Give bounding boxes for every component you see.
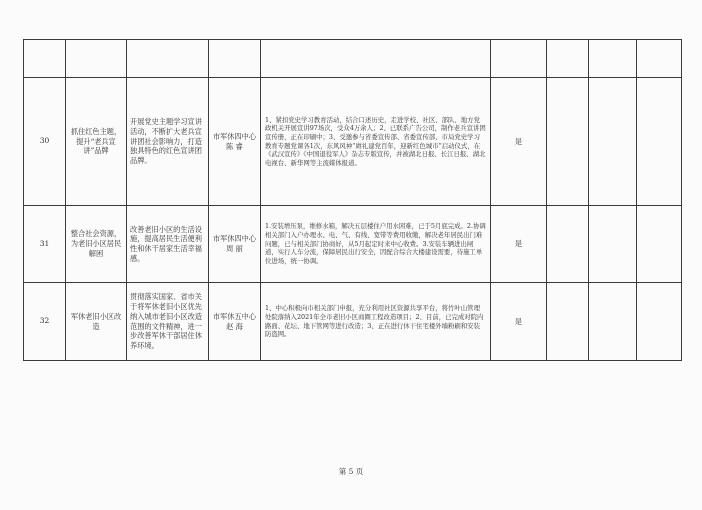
progress-text: 1、中心积极向市相关部门申报，充分利用社区资源共享平台，将竹叶山管理处院落纳入2021年全市老旧小区商圈工程改造项目；2、目前，已完成对院内路面、花坛、地下管网等进行改造；3、正在进行休干住宅楼外墙粉刷和安装防盗网。 bbox=[261, 283, 491, 361]
task-goal: 开展党史主题学习宣讲活动，不断扩大老兵宣讲团社会影响力，打造独具特色的红色宣讲团品牌。 bbox=[127, 78, 209, 206]
work-progress-table bbox=[23, 39, 682, 361]
table-cell bbox=[261, 40, 491, 78]
responsible-unit bbox=[209, 78, 261, 206]
responsible-person: 赵 海 bbox=[226, 321, 243, 331]
table-cell bbox=[637, 283, 682, 361]
progress-text: 1、紧扣党史学习教育活动，结合口述历史，走进学校、社区、部队、地方党政机关开展宣讲97场次，受众4万余人；2、已联系广告公司，制作老兵宣讲团宣传册，正在印刷中；3、受邀参与省委宣传部、省委宣传部、市局党史学习教育专题党课各1次，东风风神“赓礼建党百年，迎新红色城市”启动仪式，在《武汉宣传》《中国退役军人》杂志专版宣传，并被湖北日报、长江日报、湖北电视台、新华网等主流媒体报道。 bbox=[261, 78, 491, 206]
table-cell bbox=[209, 40, 261, 78]
table-row bbox=[24, 283, 682, 361]
task-item: 抓住红色主题，提升“老兵宣讲”品牌 bbox=[66, 78, 127, 206]
responsible-unit bbox=[209, 283, 261, 361]
table-cell bbox=[127, 40, 209, 78]
unit-name: 市军休四中心 bbox=[212, 234, 257, 244]
progress-text: 1.安装增压泵，维修水箱，解决五层楼住户用水困难，已于5月底完成。2.协调相关部门入户办理水、电、气、有线、宽带等费用收缴，解决老年居民出门难问题，已与相关部门协商好，从5月起定时来中心收费。3.安装车辆进出闸道，实行人车分流，保障居民出行安全，因配合综合大楼建设需要，待施工单位进场，统一协调。 bbox=[261, 206, 491, 283]
table-row bbox=[24, 206, 682, 283]
table-cell bbox=[589, 283, 637, 361]
completion-status: 是 bbox=[491, 78, 547, 206]
completion-status: 是 bbox=[491, 206, 547, 283]
row-number: 31 bbox=[24, 206, 66, 283]
task-item: 整合社会资源，为老旧小区居民解困 bbox=[66, 206, 127, 283]
unit-name: 市军休五中心 bbox=[212, 311, 257, 321]
table-cell bbox=[547, 78, 589, 206]
table-row-top-partial bbox=[24, 40, 682, 78]
table-cell bbox=[637, 206, 682, 283]
table-cell bbox=[547, 206, 589, 283]
page-number: 第 5 页 bbox=[338, 467, 364, 476]
table-cell bbox=[66, 40, 127, 78]
table-cell bbox=[547, 283, 589, 361]
task-item: 军休老旧小区改造 bbox=[66, 283, 127, 361]
table-cell bbox=[589, 206, 637, 283]
responsible-person: 周 丽 bbox=[226, 244, 243, 253]
unit-name: 市军休四中心 bbox=[212, 131, 257, 141]
responsible-unit bbox=[209, 206, 261, 283]
row-number: 32 bbox=[24, 283, 66, 361]
table-cell bbox=[637, 78, 682, 206]
table-cell bbox=[589, 40, 637, 78]
table-cell bbox=[547, 40, 589, 78]
responsible-person: 陈 睿 bbox=[226, 141, 243, 151]
row-number: 30 bbox=[24, 78, 66, 206]
task-goal: 贯彻落实国家、省市关于将军休老旧小区优先纳入城市老旧小区改造范围的文件精神，进一步改善军休干部居住休养环境。 bbox=[127, 283, 209, 361]
table-cell bbox=[589, 78, 637, 206]
table-row bbox=[24, 78, 682, 206]
table-cell bbox=[24, 40, 66, 78]
table-cell bbox=[637, 40, 682, 78]
table-cell bbox=[491, 40, 547, 78]
completion-status: 是 bbox=[491, 283, 547, 361]
task-goal: 改善老旧小区的生活设施，提高居民生活便利性和休干居家生活幸福感。 bbox=[127, 206, 209, 283]
